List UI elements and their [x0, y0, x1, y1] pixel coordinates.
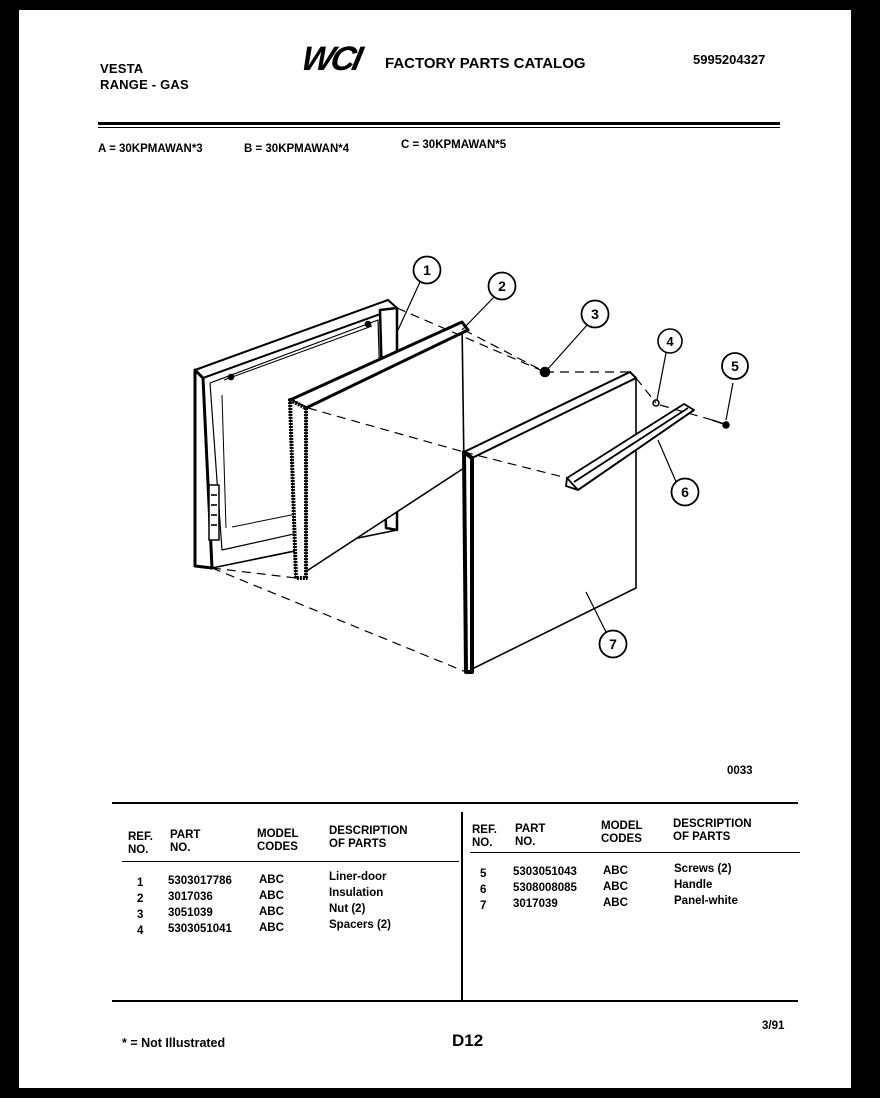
footnote: * = Not Illustrated [122, 1036, 226, 1050]
callout-2: 2 [498, 278, 506, 294]
figure-id: 0033 [727, 765, 753, 777]
callout-7: 7 [609, 636, 617, 652]
screw-part [712, 420, 729, 428]
right-header-codes: MODEL CODES [601, 820, 643, 845]
catalog-number: 5995204327 [693, 52, 766, 67]
revision-date: 3/91 [762, 1020, 785, 1032]
right-header-part: PART NO. [515, 823, 546, 848]
catalog-title: FACTORY PARTS CATALOG [385, 55, 586, 72]
brand-name: VESTA [100, 61, 144, 76]
model-c: C = 30KPMAWAN*5 [401, 139, 507, 151]
callout-3: 3 [591, 306, 599, 322]
callout-6: 6 [681, 484, 689, 500]
page-code: D12 [452, 1031, 484, 1050]
right-header-rule [470, 852, 800, 853]
table-top-rule [112, 802, 798, 804]
callout-5: 5 [731, 358, 739, 374]
callout-1: 1 [423, 262, 431, 278]
product-type: RANGE - GAS [100, 77, 189, 92]
left-header-description: DESCRIPTION OF PARTS [329, 825, 408, 850]
left-header-part: PART NO. [170, 829, 201, 854]
wci-logo: WCI [298, 40, 364, 78]
model-a: A = 30KPMAWAN*3 [98, 143, 203, 155]
right-header-description: DESCRIPTION OF PARTS [673, 818, 752, 843]
right-header-ref: REF. NO. [472, 824, 497, 849]
panel-white-part [464, 372, 636, 672]
left-header-rule [122, 861, 459, 862]
table-column-divider [461, 812, 463, 1000]
model-b: B = 30KPMAWAN*4 [244, 143, 350, 155]
left-header-codes: MODEL CODES [257, 828, 299, 853]
callout-4: 4 [666, 334, 674, 349]
left-header-ref: REF. NO. [128, 831, 153, 856]
table-bottom-rule [112, 1000, 798, 1002]
